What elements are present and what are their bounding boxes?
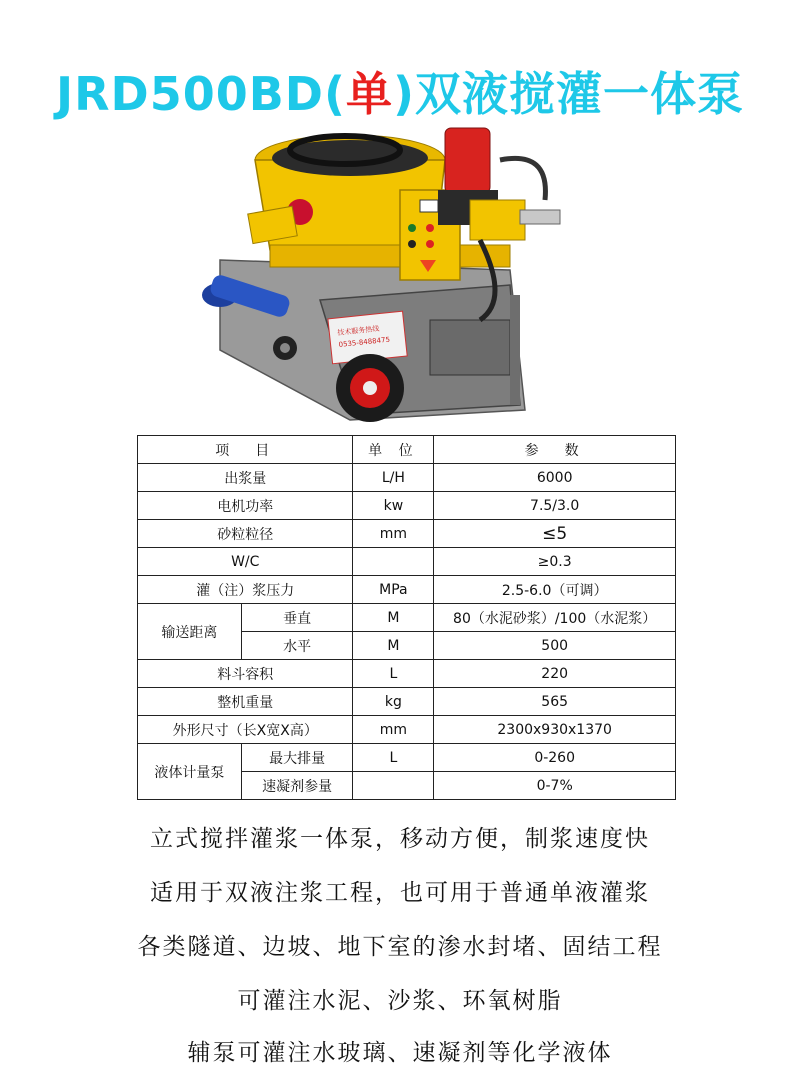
header-item: 项 目 [138, 436, 353, 464]
row-value: 0-260 [434, 744, 676, 772]
spec-table [137, 435, 676, 800]
row-value: ≥0.3 [434, 548, 676, 576]
row-value: 2300x930x1370 [434, 716, 676, 744]
row-value: 565 [434, 688, 676, 716]
row-item: 电机功率 [138, 492, 353, 520]
row-value: 7.5/3.0 [434, 492, 676, 520]
row-value: ≤5 [434, 520, 676, 548]
description-line: 各类隧道、边坡、地下室的渗水封堵、固结工程 [137, 934, 663, 960]
header-param: 参 数 [434, 436, 676, 464]
row-unit: M [353, 632, 434, 660]
row-item: 灌（注）浆压力 [138, 576, 353, 604]
plate-text-1: 技术服务热线 [337, 324, 380, 338]
table-row [138, 548, 676, 576]
row-item: 整机重量 [138, 688, 353, 716]
row-value: 2.5-6.0（可调） [434, 576, 676, 604]
table-row [138, 576, 676, 604]
row-unit: mm [353, 716, 434, 744]
plate-text-2: 0535-8488475 [338, 335, 391, 349]
title-model: JRD500BD( [55, 67, 346, 121]
table-row [138, 744, 676, 772]
row-unit: L/H [353, 464, 434, 492]
row-item: 外形尺寸（长X宽X高） [138, 716, 353, 744]
distance-label: 输送距离 [138, 604, 242, 660]
row-subitem: 速凝剂参量 [241, 772, 353, 800]
row-unit: M [353, 604, 434, 632]
table-row [138, 716, 676, 744]
description-line: 立式搅拌灌浆一体泵，移动方便，制浆速度快 [150, 826, 650, 852]
row-item: 砂粒粒径 [138, 520, 353, 548]
row-value: 0-7% [434, 772, 676, 800]
row-unit: MPa [353, 576, 434, 604]
table-row [138, 660, 676, 688]
table-header-row [138, 436, 676, 464]
row-unit: L [353, 660, 434, 688]
row-unit: mm [353, 520, 434, 548]
row-unit: L [353, 744, 434, 772]
row-item: 出浆量 [138, 464, 353, 492]
row-unit: kg [353, 688, 434, 716]
row-value: 220 [434, 660, 676, 688]
table-row [138, 464, 676, 492]
row-value: 6000 [434, 464, 676, 492]
description-line: 辅泵可灌注水玻璃、速凝剂等化学液体 [187, 1040, 613, 1066]
table-row [138, 604, 676, 632]
liquid-pump-label: 液体计量泵 [138, 744, 242, 800]
row-subitem: 垂直 [241, 604, 353, 632]
row-unit [353, 548, 434, 576]
row-subitem: 最大排量 [241, 744, 353, 772]
table-row [138, 492, 676, 520]
title-rest: )双液搅灌一体泵 [392, 67, 745, 121]
description-line: 可灌注水泥、沙浆、环氧树脂 [237, 988, 563, 1014]
title-accent: 单 [345, 67, 393, 121]
page-title [0, 58, 800, 124]
row-item: W/C [138, 548, 353, 576]
row-subitem: 水平 [241, 632, 353, 660]
row-value: 500 [434, 632, 676, 660]
row-unit [353, 772, 434, 800]
product-photo [180, 120, 600, 432]
header-unit: 单 位 [353, 436, 434, 464]
row-unit: kw [353, 492, 434, 520]
table-row [138, 520, 676, 548]
row-item: 料斗容积 [138, 660, 353, 688]
description-line: 适用于双液注浆工程，也可用于普通单液灌浆 [150, 880, 650, 906]
table-row [138, 688, 676, 716]
row-value: 80（水泥砂浆）/100（水泥浆） [434, 604, 676, 632]
